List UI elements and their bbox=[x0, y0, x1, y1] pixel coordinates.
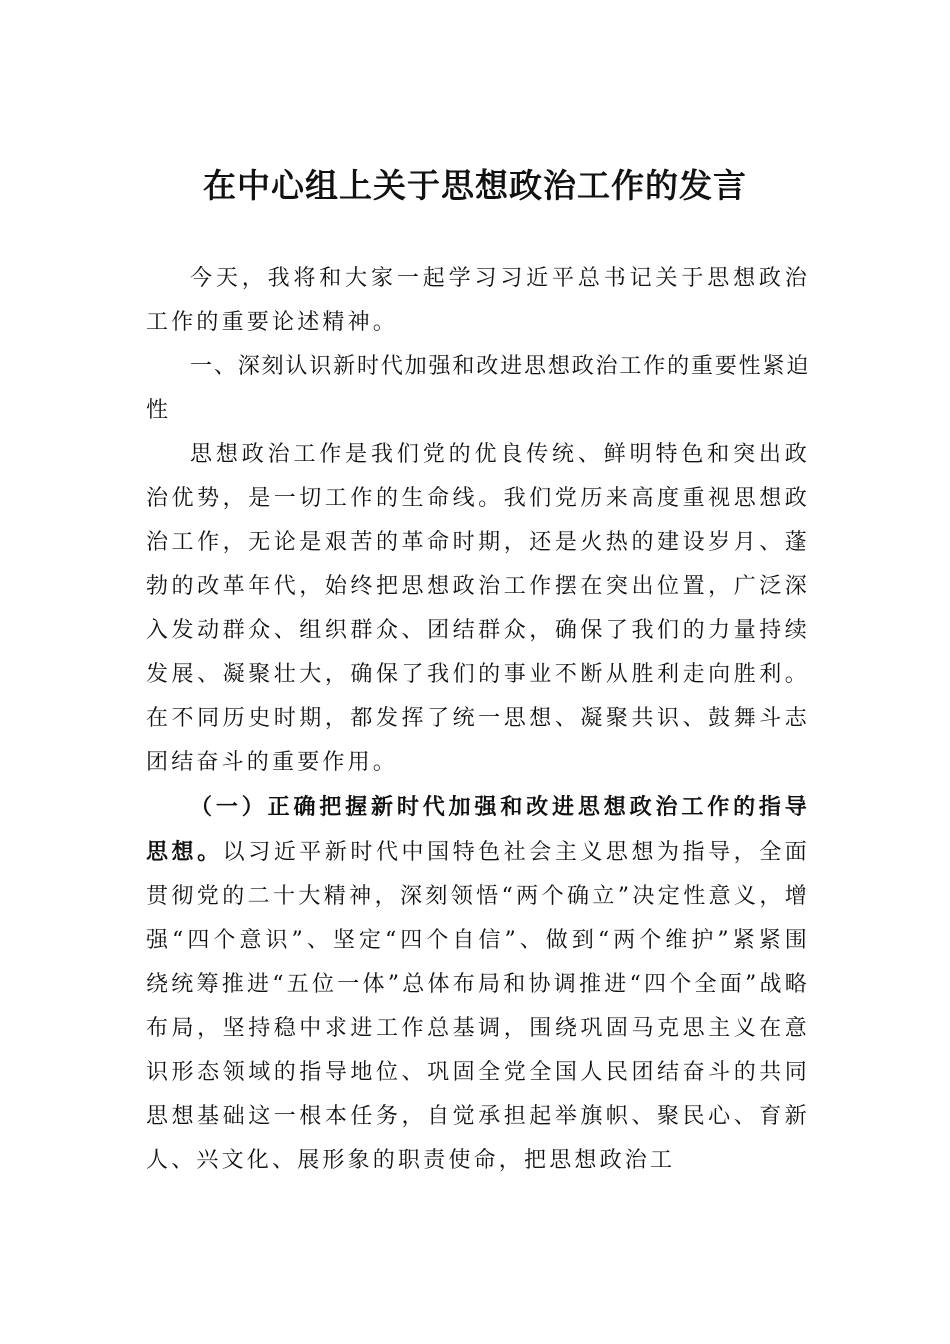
subsection-heading: （一）正确把握新时代加强和改进思想政治工作的指导思想。 bbox=[146, 794, 810, 865]
subsection-body: 以习近平新时代中国特色社会主义思想为指导，全面贯彻党的二十大精神，深刻领悟“两个确立”决定性意义，增强“四个意识”、坚定“四个自信”、做到“两个维护”紧紧围绕统筹推进“五位一体”总体布局和协调推进“四个全面”战略布局，坚持稳中求进工作总基调，围绕巩固马克思主义在意识形态领域的指导地位、巩固全党全国人民团结奋斗的共同思想基础这一根本任务，自觉承担起举旗帜、聚民心、育新人、兴文化、展形象的职责使命，把思想政治工 bbox=[146, 840, 810, 1173]
subsection-paragraph bbox=[146, 785, 810, 1183]
document-body bbox=[146, 257, 810, 1183]
section-paragraph: 思想政治工作是我们党的优良传统、鲜明特色和突出政治优势，是一切工作的生命线。我们党历来高度重视思想政治工作，无论是艰苦的革命时期，还是火热的建设岁月、蓬勃的改革年代，始终把思想政治工作摆在突出位置，广泛深入发动群众、组织群众、团结群众，确保了我们的力量持续发展、凝聚壮大，确保了我们的事业不断从胜利走向胜利。在不同历史时期，都发挥了统一思想、凝聚共识、鼓舞斗志团结奋斗的重要作用。 bbox=[146, 442, 810, 775]
document-title: 在中心组上关于思想政治工作的发言 bbox=[203, 166, 747, 205]
section-heading: 一、深刻认识新时代加强和改进思想政治工作的重要性紧迫性 bbox=[146, 354, 810, 423]
intro-paragraph: 今天，我将和大家一起学习习近平总书记关于思想政治工作的重要论述精神。 bbox=[146, 266, 810, 335]
